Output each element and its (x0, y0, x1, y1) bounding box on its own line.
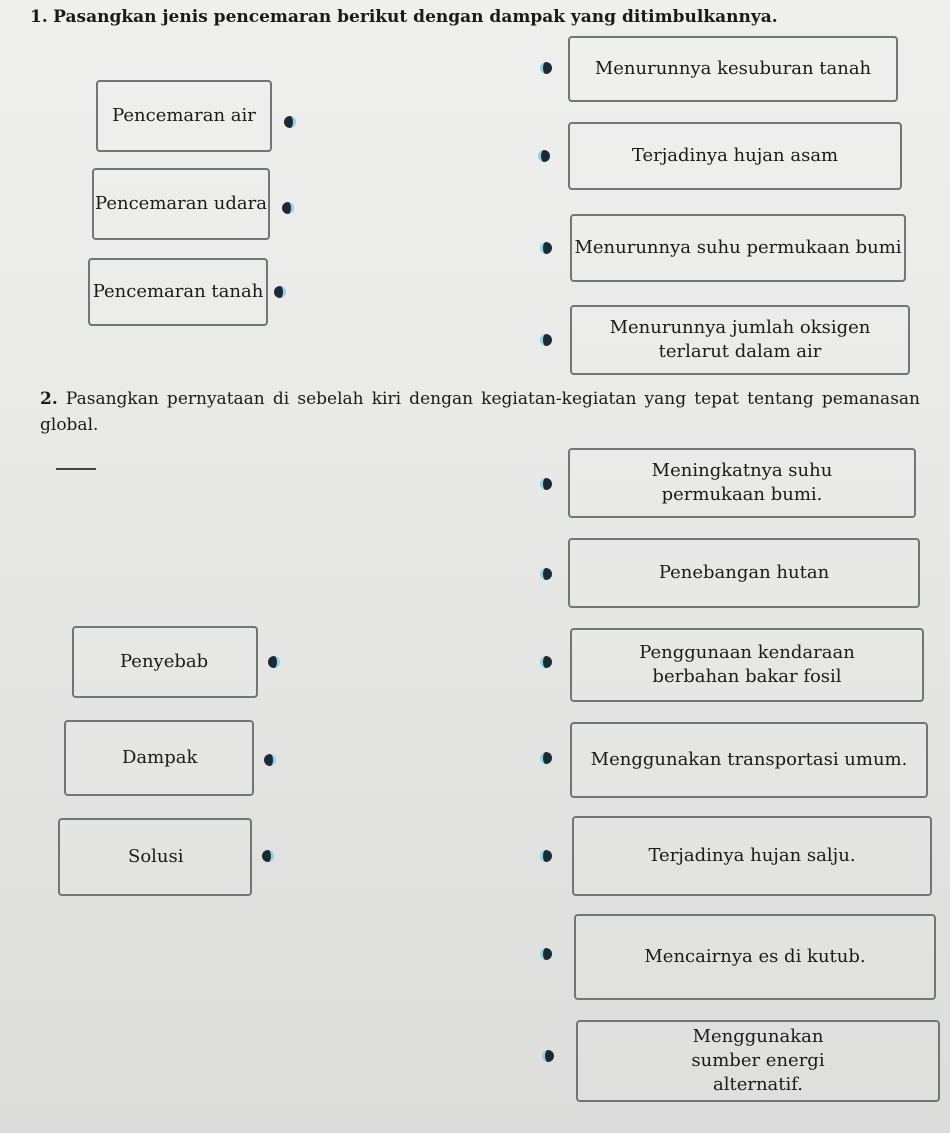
connector-dot[interactable] (540, 656, 552, 668)
question-prompt: Pasangkan jenis pencemaran berikut dengan dampak yang ditimbulkannya. (53, 7, 778, 27)
connector-dot[interactable] (274, 286, 286, 298)
left-item-pencemaran-udara[interactable]: Pencemaran udara (92, 168, 270, 240)
left-item-dampak[interactable]: Dampak (64, 720, 254, 796)
connector-dot[interactable] (540, 850, 552, 862)
left-item-pencemaran-tanah[interactable]: Pencemaran tanah (88, 258, 268, 326)
right-item-3[interactable]: Menurunnya suhu permukaan bumi (570, 214, 906, 282)
question-number: 1. (30, 7, 48, 27)
question-2-header (40, 386, 920, 438)
connector-dot[interactable] (540, 242, 552, 254)
right-item-1[interactable]: Meningkatnya suhu permukaan bumi. (568, 448, 916, 518)
connector-dot[interactable] (268, 656, 280, 668)
connector-dot[interactable] (282, 202, 294, 214)
right-item-3[interactable]: Penggunaan kendaraan berbahan bakar fosil (570, 628, 924, 702)
connector-dot[interactable] (540, 62, 552, 74)
connector-dot[interactable] (540, 334, 552, 346)
question-number: 2. (40, 389, 58, 409)
stray-mark (56, 468, 96, 470)
connector-dot[interactable] (540, 568, 552, 580)
right-item-2[interactable]: Terjadinya hujan asam (568, 122, 902, 190)
connector-dot[interactable] (540, 752, 552, 764)
question-prompt: Pasangkan pernyataan di sebelah kiri dengan kegiatan-kegiatan yang tepat tentang pemanasan global. (40, 389, 921, 435)
right-item-6[interactable]: Mencairnya es di kutub. (574, 914, 936, 1000)
connector-dot[interactable] (262, 850, 274, 862)
right-item-7[interactable]: Menggunakan sumber energi alternatif. (576, 1020, 940, 1102)
connector-dot[interactable] (540, 478, 552, 490)
right-item-4[interactable]: Menggunakan transportasi umum. (570, 722, 928, 798)
left-item-penyebab[interactable]: Penyebab (72, 626, 258, 698)
right-item-2[interactable]: Penebangan hutan (568, 538, 920, 608)
right-item-1[interactable]: Menurunnya kesuburan tanah (568, 36, 898, 102)
right-item-4[interactable]: Menurunnya jumlah oksigen terlarut dalam air (570, 305, 910, 375)
left-item-solusi[interactable]: Solusi (58, 818, 252, 896)
question-1-header (30, 4, 778, 30)
connector-dot[interactable] (542, 1050, 554, 1062)
left-item-pencemaran-air[interactable]: Pencemaran air (96, 80, 272, 152)
connector-dot[interactable] (264, 754, 276, 766)
connector-dot[interactable] (284, 116, 296, 128)
right-item-5[interactable]: Terjadinya hujan salju. (572, 816, 932, 896)
connector-dot[interactable] (540, 948, 552, 960)
connector-dot[interactable] (538, 150, 550, 162)
